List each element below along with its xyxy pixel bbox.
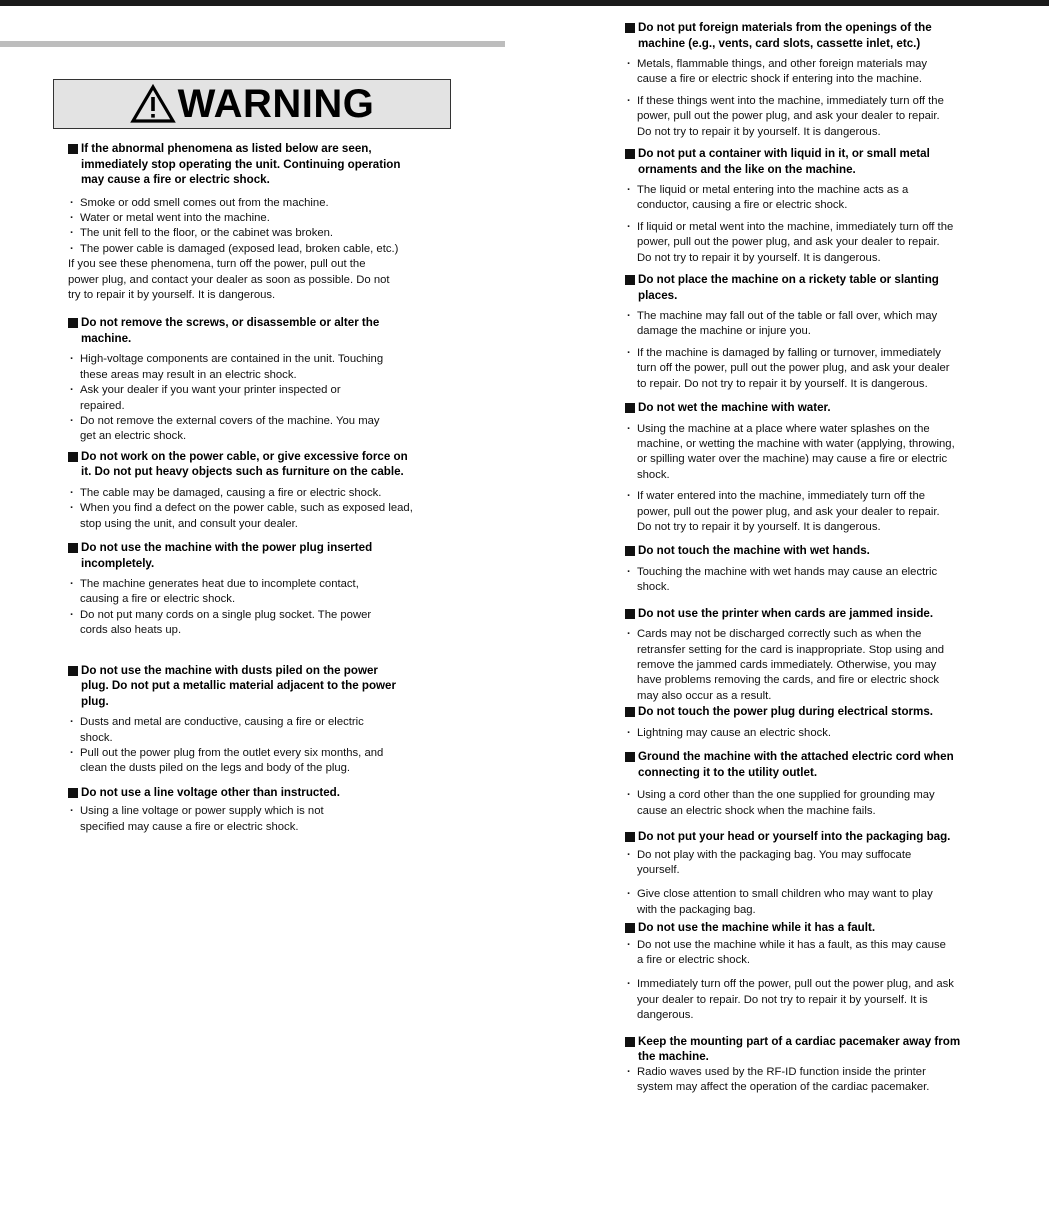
section-heading: Do not work on the power cable, or give excessive force on it. Do not put heavy objects such as furniture on the cable. (68, 449, 468, 480)
list-item: · Using a line voltage or power supply which is not specified may cause a fire or electric shock. (70, 805, 324, 833)
section-heading: Do not put your head or yourself into the packaging bag. (625, 829, 1025, 845)
list-item: · The machine generates heat due to incomplete contact, causing a fire or electric shock. (70, 578, 359, 606)
warning-section (68, 449, 468, 532)
warning-section (625, 272, 1025, 392)
section-heading: Do not use the machine while it has a fault. (625, 920, 1025, 936)
section-heading: Do not put a container with liquid in it, or small metal ornaments and the like on the machine. (625, 146, 1025, 177)
warning-section (625, 606, 1025, 705)
section-heading: Do not use a line voltage other than instructed. (68, 785, 468, 801)
right-column (625, 20, 1025, 1095)
section-heading: If the abnormal phenomena as listed below are seen, immediately stop operating the unit. Continuing operation may cause a fire or electric shock. (68, 141, 468, 188)
warning-section (68, 663, 468, 777)
list-item: · Immediately turn off the power, pull out the power plug, and ask your dealer to repair. Do not try to repair it by yourself. It is dangerous. (627, 978, 954, 1022)
list-item: · Metals, flammable things, and other foreign materials may cause a fire or electric shock if entering into the machine. (627, 58, 928, 86)
left-column (68, 141, 468, 835)
warning-title: WARNING (177, 82, 375, 126)
warning-banner (53, 79, 451, 129)
list-item: · Do not use the machine while it has a fault, as this may cause a fire or electric shock. (627, 938, 946, 967)
list-item: · Using a cord other than the one supplied for grounding may cause an electric shock when the machine fails. (627, 789, 935, 817)
list-item: · High-voltage components are contained in the unit. Touching these areas may result in an electric shock. (70, 353, 384, 381)
list-item: · If liquid or metal went into the machine, immediately turn off the power, pull out the power plug, and ask your dealer to repair. Do not try to repair it by yourself. It is dangerous. (627, 220, 954, 264)
list-item: · The power cable is damaged (exposed lead, broken cable, etc.) (70, 242, 399, 255)
section-note: If you see these phenomena, turn off the power, pull out the power plug, and contact your dealer as soon as possible. Do not try to repair it by yourself. It is dangerous. (68, 258, 390, 301)
list-item: · When you find a defect on the power cable, such as exposed lead, stop using the unit, and consult your dealer. (70, 502, 413, 530)
list-item: · Do not remove the external covers of the machine. You may get an electric shock. (70, 414, 380, 443)
warning-section (625, 749, 1025, 819)
top-border-bar (0, 0, 1049, 6)
section-heading: Ground the machine with the attached electric cord when connecting it to the utility outlet. (625, 749, 1025, 780)
bullet-square-icon (625, 923, 635, 933)
bullet-square-icon (68, 543, 78, 553)
warning-section (625, 20, 1025, 140)
bullet-square-icon (625, 609, 635, 619)
bullet-square-icon (625, 752, 635, 762)
list-item: · Lightning may cause an electric shock. (627, 726, 832, 739)
warning-section (625, 920, 1025, 1024)
section-heading: Keep the mounting part of a cardiac pacemaker away from the machine. (625, 1034, 1025, 1065)
bullet-square-icon (625, 149, 635, 159)
warning-section (68, 315, 468, 444)
warning-section (68, 141, 468, 303)
list-item: · Touching the machine with wet hands may cause an electric shock. (627, 565, 938, 594)
section-heading: Do not use the printer when cards are jammed inside. (625, 606, 1025, 622)
list-item: · Pull out the power plug from the outlet every six months, and clean the dusts piled on the legs and body of the plug. (70, 746, 384, 775)
warning-section (625, 1034, 1025, 1096)
bullet-square-icon (68, 144, 78, 154)
list-item: · Radio waves used by the RF-ID function inside the printer system may affect the operation of the cardiac pacemaker. (627, 1065, 930, 1094)
bullet-square-icon (68, 788, 78, 798)
warning-section (68, 785, 468, 835)
bullet-square-icon (68, 452, 78, 462)
list-item: · If water entered into the machine, immediately turn off the power, pull out the power plug, and ask your dealer to repair. Do not try to repair it by yourself. It is dangerous. (627, 490, 940, 534)
list-item: · Water or metal went into the machine. (70, 211, 270, 224)
warning-section (625, 400, 1025, 535)
bullet-square-icon (68, 666, 78, 676)
list-item: · Cards may not be discharged correctly such as when the retransfer setting for the card is inappropriate. Stop using and remove the jammed cards immediately. Otherwise, you may have problems removing the cards, and fire or electric shock may also occur as a result. (627, 628, 945, 702)
warning-section (625, 146, 1025, 266)
warning-triangle-icon (130, 84, 176, 124)
list-item: · Do not put many cords on a single plug socket. The power cords also heats up. (70, 608, 372, 637)
section-heading: Do not touch the machine with wet hands. (625, 543, 1025, 559)
bullet-square-icon (625, 832, 635, 842)
bullet-square-icon (68, 318, 78, 328)
bullet-square-icon (625, 275, 635, 285)
section-heading: Do not use the machine with dusts piled on the power plug. Do not put a metallic material adjacent to the power plug. (68, 663, 468, 710)
list-item: · The cable may be damaged, causing a fire or electric shock. (70, 486, 382, 499)
section-heading: Do not touch the power plug during electrical storms. (625, 704, 1025, 720)
section-divider (0, 41, 505, 47)
list-item: · If the machine is damaged by falling or turnover, immediately turn off the power, pull out the power plug, and ask your dealer to repair. Do not try to repair it by yourself. It is dangerous. (627, 346, 950, 390)
section-heading: Do not remove the screws, or disassemble or alter the machine. (68, 315, 468, 346)
list-item: · Smoke or odd smell comes out from the machine. (70, 196, 329, 209)
bullet-square-icon (625, 546, 635, 556)
warning-section (625, 829, 1025, 918)
list-item: · Do not play with the packaging bag. You may suffocate yourself. (627, 848, 912, 876)
list-item: · Ask your dealer if you want your printer inspected or repaired. (70, 384, 341, 412)
list-item: · If these things went into the machine, immediately turn off the power, pull out the power plug, and ask your dealer to repair. Do not try to repair it by yourself. It is dangerous. (627, 94, 944, 138)
warning-section (68, 540, 468, 639)
warning-section (625, 704, 1025, 741)
list-item: · The machine may fall out of the table or fall over, which may damage the machine or injure you. (627, 310, 938, 338)
list-item: · Give close attention to small children who may want to play with the packaging bag. (627, 888, 933, 916)
section-heading: Do not place the machine on a rickety table or slanting places. (625, 272, 1025, 303)
section-heading: Do not put foreign materials from the openings of the machine (e.g., vents, card slots, cassette inlet, etc.) (625, 20, 1025, 51)
list-item: · The liquid or metal entering into the machine acts as a conductor, causing a fire or electric shock. (627, 184, 909, 212)
bullet-square-icon (625, 23, 635, 33)
bullet-square-icon (625, 403, 635, 413)
section-heading: Do not use the machine with the power plug inserted incompletely. (68, 540, 468, 571)
list-item: · Using the machine at a place where water splashes on the machine, or wetting the machine with water (applying, throwing, or spilling water over the machine) may cause a fire or electric shock. (627, 422, 955, 481)
warning-section (625, 543, 1025, 595)
list-item: · The unit fell to the floor, or the cabinet was broken. (70, 227, 334, 240)
list-item: · Dusts and metal are conductive, causing a fire or electric shock. (70, 716, 364, 744)
bullet-square-icon (625, 1037, 635, 1047)
bullet-square-icon (625, 707, 635, 717)
section-heading: Do not wet the machine with water. (625, 400, 1025, 416)
